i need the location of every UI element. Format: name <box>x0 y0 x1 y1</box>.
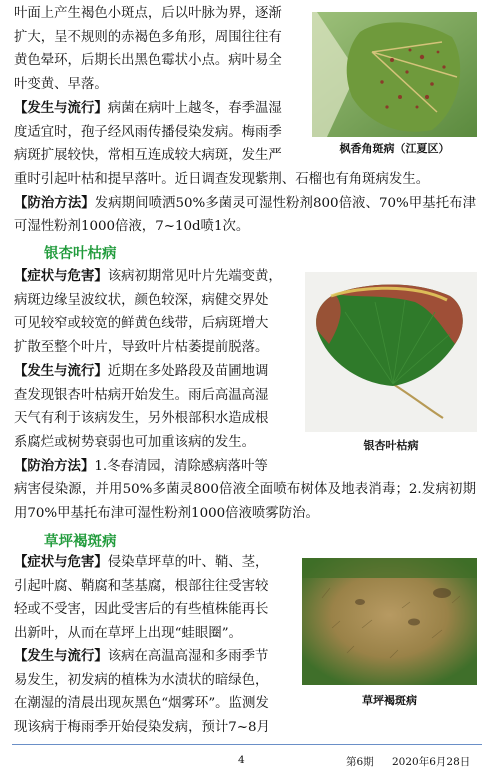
section1-occurrence-end: 重时引起叶枯和提早落叶。近日调查发现紫荆、石榴也有角斑病发生。 【防治方法】发病期间喷洒50%多菌灵可湿性粉剂800倍液、70%甲基托布津可湿性粉剂1000倍液，7~10d喷1次。 <box>14 172 477 235</box>
section2-control-rest: 病害侵染源，并用50%多菌灵800倍液全面喷布树体及地表消毒；2.发病初期用70%甲基托布津可湿性粉剂1000倍液喷雾防治。 <box>14 482 476 521</box>
section2-symptom: 【症状与危害】该病初期常见叶片先端变黄， 病斑边缘呈波纹状，颜色较深，病健交界处 可见较窄或较宽的鲜黄色线带，后病斑增大 扩散至整个叶片，导致叶片枯萎提前脱落。 <box>14 269 282 355</box>
section1-intro: 叶面上产生褐色小斑点，后以叶脉为界，逐渐 扩大，呈不规则的赤褐色多角形，周围往往有 黄色晕环，后期长出黑色霉状小点。病叶易全 叶变黄、早落。 <box>14 6 282 92</box>
section2-occurrence: 【发生与流行】近期在多处路段及苗圃地调 查发现银杏叶枯病开始发生。雨后高温高湿 天气有利于该病发生，另外根部积水造成根 系腐烂或树势衰弱也可加重该病的发生。 <box>14 364 269 450</box>
ginkgo-leaf-blight-photo <box>305 272 477 432</box>
footer-divider <box>12 744 482 745</box>
issue-number: 第6期 <box>346 756 374 768</box>
section2-control-start: 【防治方法】1.冬春清园，清除感病落叶等 <box>14 459 268 474</box>
section1-occurrence: 【发生与流行】病菌在病叶上越冬，春季温湿 度适宜时，孢子经风雨传播侵染发病。梅雨季 病斑扩展较快，常相互连成较大病斑，发生严 <box>14 101 282 164</box>
section3-title: 草坪褐斑病 <box>44 534 117 550</box>
section3-symptom: 【症状与危害】侵染草坪草的叶、鞘、茎， 引起叶腐、鞘腐和茎基腐，根部往往受害较 轻或不受害，因此受害后的有些植株能再长 出新叶，从而在草坪上出现“蛙眼圈”。 <box>14 555 269 641</box>
sweetgum-leaf-spot-photo <box>312 12 477 137</box>
lawn-photo-caption: 草坪褐斑病 <box>362 694 417 707</box>
ginkgo-photo-caption: 银杏叶枯病 <box>363 439 419 452</box>
sweetgum-photo-caption: 枫香角斑病（江夏区） <box>339 142 450 155</box>
issue-date: 2020年6月28日 <box>392 756 471 768</box>
section3-occurrence: 【发生与流行】该病在高温高湿和多雨季节 易发生，初发病的植株为水渍状的暗绿色， 在潮湿的清晨出现灰黑色“烟雾环”。监测发 现该病于梅雨季开始侵染发病，预计7~8月 <box>14 649 270 735</box>
lawn-brown-patch-photo <box>302 558 477 685</box>
page-number: 4 <box>238 754 245 766</box>
section2-title: 银杏叶枯病 <box>44 246 117 262</box>
